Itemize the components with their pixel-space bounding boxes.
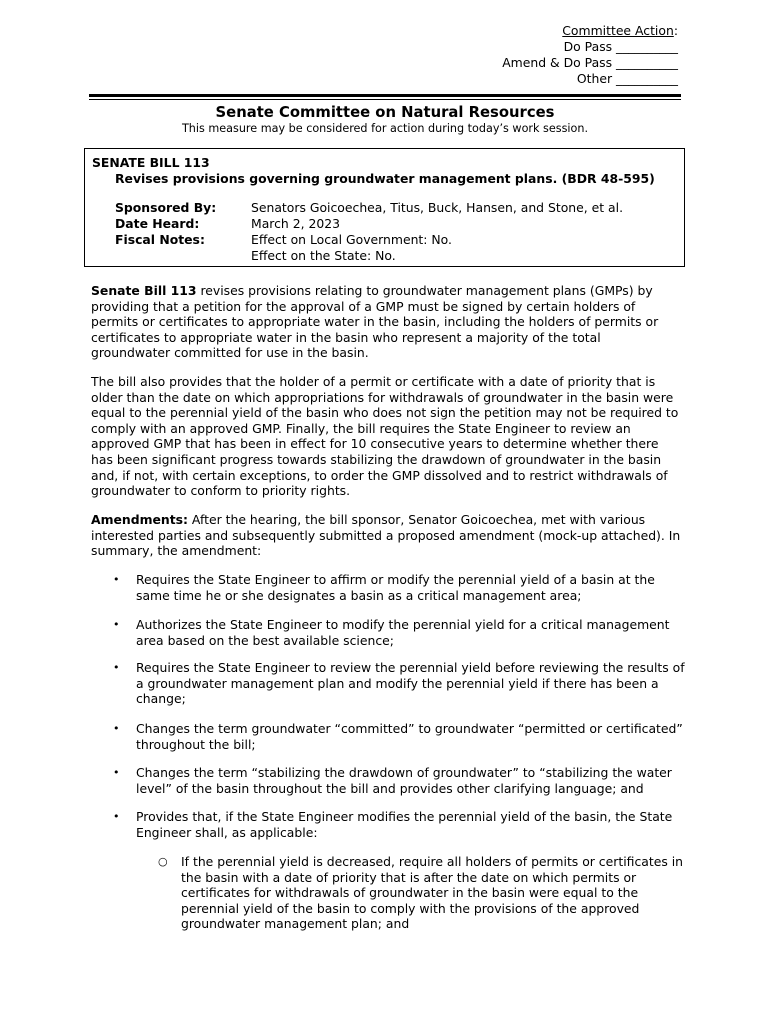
- sub-list-item: If the perennial yield is decreased, require all holders of permits or certificates in the basin with a date of priority that is after the date on which permits or certificates for withdrawals of groundwater in the basin were equal to the perennial yield of the basin to comply with the provisions of the approved groundwater management plan; and: [181, 854, 684, 932]
- fiscal-local-value: Effect on Local Government: No.: [251, 232, 452, 247]
- date-heard-label: Date Heard:: [115, 216, 200, 231]
- summary-paragraph: Senate Bill 113 revises provisions relating to groundwater management plans (GMPs) by providing that a petition for the approval of a GMP must be signed by certain holders of permits or certificates to appropriate water in the basin, including the holders of permits or certificates to appropriate water in the basin who represent a majority of the total groundwater committed for use in the basin.: [91, 283, 659, 361]
- header-rule-thick: [89, 94, 681, 97]
- bullet-marker: •: [113, 618, 120, 631]
- bullet-marker: •: [113, 722, 120, 735]
- date-heard-value: March 2, 2023: [251, 216, 341, 231]
- sub-bullet-marker: ○: [158, 855, 168, 868]
- bill-meta-labels: [115, 200, 216, 248]
- list-item: Requires the State Engineer to review the perennial yield before reviewing the results of a groundwater management plan and modify the perennial yield if there has been a change;: [136, 660, 685, 707]
- bullet-marker: •: [113, 810, 120, 823]
- fiscal-state-value: Effect on the State: No.: [251, 248, 396, 263]
- list-item: Requires the State Engineer to affirm or modify the perennial yield of a basin at the same time he or she designates a basin as a critical management area;: [136, 572, 655, 603]
- bill-summary-box: [84, 148, 685, 267]
- header-rule-thin: [89, 99, 681, 100]
- sponsored-by-label: Sponsored By:: [115, 200, 217, 215]
- bill-description: Revises provisions governing groundwater management plans. (BDR 48-595): [115, 171, 655, 186]
- committee-action-block: [502, 23, 678, 87]
- bullet-marker: •: [113, 766, 120, 779]
- committee-action-heading: Committee Action:: [562, 23, 678, 38]
- amend-do-pass-line: Amend & Do Pass __________: [502, 55, 678, 70]
- bill-reference: Senate Bill 113: [91, 283, 197, 298]
- list-item: Changes the term groundwater “committed” to groundwater “permitted or certificated” throughout the bill;: [136, 721, 683, 752]
- amendments-heading: Amendments:: [91, 512, 188, 527]
- list-item: Provides that, if the State Engineer modifies the perennial yield of the basin, the State Engineer shall, as applicable:: [136, 809, 673, 840]
- list-item: Changes the term “stabilizing the drawdown of groundwater” to “stabilizing the water level” of the basin throughout the bill and provides other clarifying language; and: [136, 765, 672, 796]
- list-item: Authorizes the State Engineer to modify the perennial yield for a critical management area based on the best available science;: [136, 617, 670, 648]
- bill-meta-values: [251, 200, 623, 264]
- bullet-marker: •: [113, 661, 120, 674]
- bill-number: SENATE BILL 113: [92, 155, 210, 170]
- bullet-marker: •: [113, 573, 120, 586]
- other-line: Other __________: [576, 71, 678, 86]
- fiscal-notes-label: Fiscal Notes:: [115, 232, 205, 247]
- committee-title: Senate Committee on Natural Resources: [215, 104, 555, 121]
- do-pass-line: Do Pass __________: [563, 39, 678, 54]
- provisions-paragraph: The bill also provides that the holder of a permit or certificate with a date of priority that is older than the date on which appropriations for withdrawals of groundwater in the basin were equal to the perennial yield of the basin who does not sign the petition may not be required to comply with an approved GMP. Finally, the bill requires the State Engineer to review an approved GMP that has been in effect for 10 consecutive years to determine whether there has been significant progress towards stabilizing the drawdown of groundwater in the basin and, if not, with certain exceptions, to order the GMP dissolved and to restrict withdrawals of groundwater to conform to priority rights.: [91, 374, 679, 499]
- sponsored-by-value: Senators Goicoechea, Titus, Buck, Hansen, and Stone, et al.: [251, 200, 624, 215]
- committee-subtitle: This measure may be considered for action during today’s work session.: [181, 122, 589, 135]
- amendments-paragraph: Amendments: After the hearing, the bill sponsor, Senator Goicoechea, met with various interested parties and subsequently submitted a proposed amendment (mock-up attached). In summary, the amendment:: [91, 512, 681, 559]
